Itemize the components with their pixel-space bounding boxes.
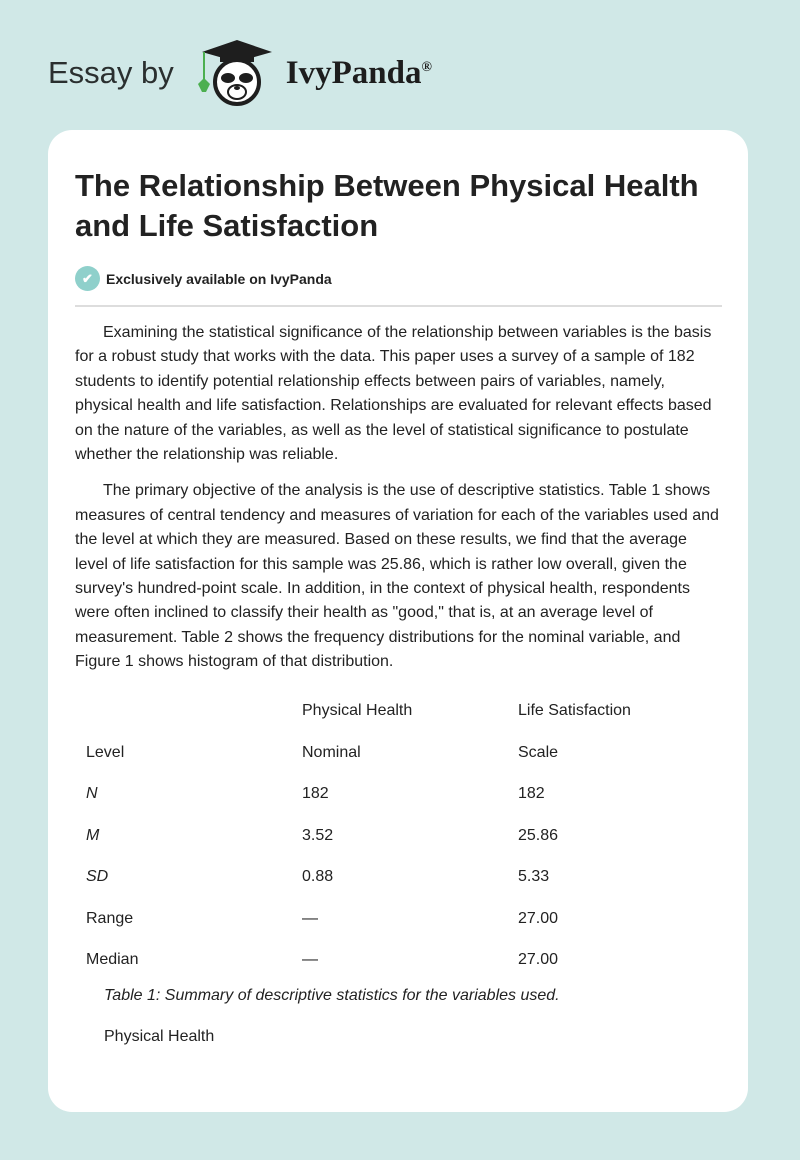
exclusive-label: Exclusively available on IvyPanda [106, 270, 332, 287]
table-caption: Table 1: Summary of descriptive statistics for the variables used. [104, 987, 560, 1005]
paragraph: The primary objective of the analysis is the use of descriptive statistics. Table 1 shows measures of central tendency and measures of variation for each of the variables used and the level at which they are measured. Based on these results, we find that the average level of life satisfaction for this sample was 25.86, which is rather low overall, given the survey's hundred-point scale. In addition, in the context of physical health, respondents were often inclined to classify their health as "good," that is, at an average level of measurement. Table 2 shows the frequency distributions for the nominal variable, and Figure 1 shows histogram of that distribution. [75, 482, 719, 671]
stats-table [75, 691, 631, 982]
table-row [75, 940, 631, 982]
table-header: Life Satisfaction [518, 702, 631, 720]
essay-card [48, 130, 748, 1112]
table-cell: M [86, 826, 100, 844]
table-cell: 182 [518, 785, 545, 803]
table-cell: 27.00 [518, 909, 559, 927]
table-cell: — [302, 951, 318, 969]
table-cell: Median [86, 951, 139, 969]
table-cell: 27.00 [518, 951, 559, 969]
exclusive-badge [75, 266, 722, 307]
table-cell: 25.86 [518, 826, 559, 844]
table-row [75, 815, 631, 857]
table-cell: — [302, 909, 318, 927]
essay-by-label: Essay by [48, 55, 174, 90]
section-heading: Physical Health [104, 1028, 215, 1046]
table-header: Physical Health [302, 702, 413, 720]
table-row [75, 732, 631, 774]
table-cell: N [86, 785, 98, 803]
table-cell: Scale [518, 743, 559, 761]
brand-logo[interactable] [48, 38, 432, 108]
table-cell: 5.33 [518, 868, 550, 886]
table-row [75, 898, 631, 940]
table-cell: SD [86, 868, 109, 886]
page-title: The Relationship Between Physical Health and Life Satisfaction [75, 168, 699, 243]
panda-logo-icon [192, 38, 282, 108]
table-cell: Range [86, 909, 134, 927]
table-header-row [75, 691, 631, 733]
table-cell: 3.52 [302, 826, 334, 844]
table-cell: Nominal [302, 743, 361, 761]
check-icon: ✔ [75, 266, 100, 291]
table-cell: Level [86, 743, 125, 761]
table-cell: 0.88 [302, 868, 334, 886]
paragraph: Examining the statistical significance of the relationship between variables is the basis for a robust study that works with the data. This paper uses a survey of a sample of 182 students to identify potential relationship effects between pairs of variables, namely, physical health and life satisfaction. Relationships are evaluated for relevant effects based on the nature of the variables, as well as the level of statistical significance to postulate whether the relationship was reliable. [75, 324, 712, 464]
table-header [75, 691, 291, 733]
brand-name: IvyPanda® [285, 54, 432, 91]
table-row [75, 857, 631, 899]
table-row [75, 774, 631, 816]
table-cell: 182 [302, 785, 329, 803]
